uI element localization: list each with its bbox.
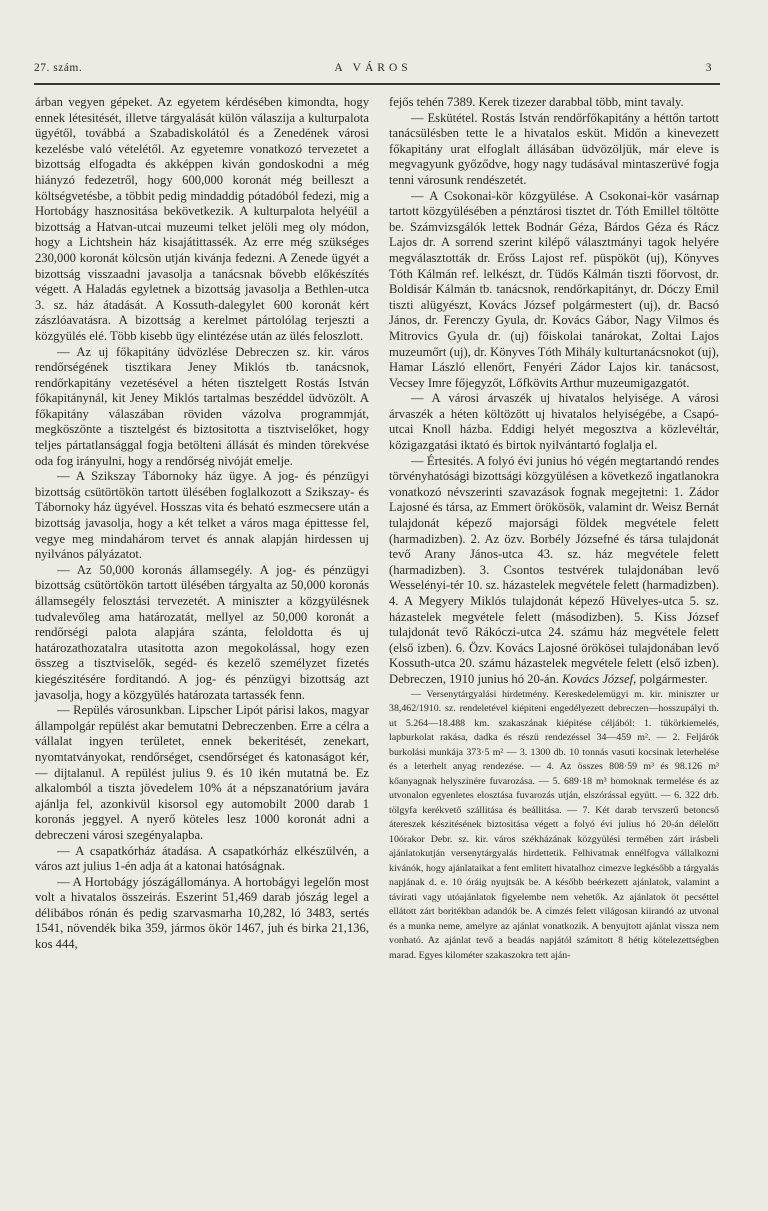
signature-name: Kovács József, — [562, 671, 637, 686]
notice-text: — Értesités. A folyó évi junius hó végén megtartandó rendes törvényhatósági bizottsági közgyülésen a következő ingatlanokra vonatkozó névszerinti szavazások fognak megejtetni: 1. Zádor Lajosné és társa, az Emmert örökösök, valamint dr. Weisz Bernát tulajdonát képező majorsági földek megvétele felett (harmadizben). 2. Az özv. Borbély Józsefné és társa tulajdonát tevő Arany János-utca 43. sz. ház megvétele felett (harmadizben). 3. Csontos testvérek tulajdonában levő Wesselényi-tér 10. sz. házastelek megvétele felett (harmadizben). 4. A Megyery Miklós tulajdonát képező Hüvelyes-utca 5. sz. házastelek megvétele felett (másodizben). 5. Kiss József tulajdonát tevő Rákóczi-utca 24. számu ház megvétele felett (első izben). 6. Özv. Kovács Lajosné örökösei tulajdonában levő Kossuth-utca 20. számu házastelek megvétele felett (első izben). Debreczen, 1910 junius hó 20-án. — [389, 453, 719, 686]
page-header — [34, 62, 712, 80]
article-paragraph — [389, 454, 719, 688]
header-rule — [34, 83, 720, 85]
article-paragraph: — A Csokonai-kör közgyülése. A Csokonai-kör vasárnap tartott közgyülésében a pénztárosi tisztet dr. Tóth Emillel töltötte be. Számvizsgálók lettek Bodnár Géza, Bárdos Géza és Rácz Lajos dr. A sorrend szerint kilépő választmányi tagok helyére megválasztották dr. Erőss Lajost ref. püspököt (uj), Könyves Tóth Kálmán ref. lelkészt, dr. Tüdős Kálmán tiszti főorvost, dr. Boldisár Kálmán tb. tanácsnok, rendőrkapitányt, dr. Dóczy Emil tiszti alügyészt, Kovács József polgármestert (uj), dr. Bacsó János, dr. Ferenczy Gyula, dr. Kovács Gábor, Nagy Vilmos és Mitrovics Gyula dr. (uj) főiskolai tanárokat, Zoltai Lajos muzeumőrt (uj), dr. Könyves Tóth Mihály kulturtanácsnokot (uj), Hamar László ellenőrt, Fenyéri Zádor Lajos kir. tanácsost, Vecsey Imre főjegyzőt, Lőfkövits Arthur muzeumigazgatót. — [389, 188, 719, 390]
signature-title: polgármester. — [639, 671, 708, 686]
article-paragraph: — Az 50,000 koronás államsegély. A jog- és pénzügyi bizottság csütörtökön tartott ülésében tárgyalta az 50,000 koronás államsegély felosztási tervezetét. A miniszter a közgyülésnek tudvalevőleg ama határozatát, mellyel az 50,000 koronát a rendőrségi palota alapjára szánta, feloldotta és uj határozathozatalra utasitotta azon megokolással, hogy ezen összeg a tisztviselők, segéd- és kezelő személyzet fizetés kiegészitésére forditandó. A jog- és pénzügyi bizottság azt javasolja, hogy a közgyülés határozata tartassék fenn. — [35, 562, 369, 702]
article-paragraph: — A Szikszay Tábornoky ház ügye. A jog- és pénzügyi bizottság csütörtökön tartott ülésében foglalkozott a Szikszay- és Tábornoky ház ügyével. Hosszas vita és beható eszmecsere után a bizottság javasolja, hogy a két telket a város maga épittesse fel, vegye meg mindahárom tervet és annak alapján hirdessen uj nyilvános pályázatot. — [35, 469, 369, 562]
article-paragraph: — A csapatkórház átadása. A csapatkórház elkészülvén, a város azt julius 1-én adja át a katonai hatóságnak. — [35, 843, 369, 874]
article-paragraph: — Repülés városunkban. Lipscher Lipót párisi lakos, magyar állampolgár repülést akar bemutatni Debreczenben. Erre a célra a vállalat ingyen területet, ennek bekeritését, zenekart, nyomtatványokat, rendőrséget, csendőrséget és katonaságot kér, — dijtalanul. A repülést julius 9. és 10 ikén mutatná be. Ez alkalomból a tiszta jövedelem 10% át a népszanatórium javára ajánlja fel, azonkivül kisorsol egy automobilt 2000 darab 1 koronás jeggyel. A nyerő köteles lesz 1000 koronát adni a debreczeni városi szegényalapba. — [35, 703, 369, 842]
masthead-title: A VÁROS — [334, 62, 412, 74]
article-paragraph: fejős tehén 7389. Kerek tizezer darabbal több, mint tavaly. — [389, 95, 684, 109]
article-paragraph: — Eskütétel. Rostás István rendőrfőkapitány a héttőn tartott tanácsülésben tette le a hivatalos esküt. Midőn a kinevezett főkapitány urat elfoglalt állásában üdvözöljük, már eleve is megvagyunk győződve, hogy nagy tudásával mintaszerüvé fogja tenni városunk rendészetét. — [389, 110, 719, 187]
article-paragraph: — A városi árvaszék uj hivatalos helyisége. A városi árvaszék a héten költözött uj hivatalos helyiségébe, a Csapó-utcai Knoll házba. Eddigi helyét megosztva a közlevéltár, közigazgatási iktató és birtok nyilvántartó foglalja el. — [389, 391, 719, 453]
article-paragraph: — Az uj főkapitány üdvözlése Debreczen sz. kir. város rendőrségének tisztikara Jeney Miklós tb. tanácsnok, rendőrkapitány vezetésével a héten tisztelgett Rostás István főkapitánynál, kit Jeney Miklós tartalmas beszéddel üdvözölt. A főkapitány válaszában röviden vázolva programmját, megköszönte a tisztelgést és biztositotta a tisztviselőket, hogy teljes pártatlansággal fogja betölteni állását és minden törekvése oda fog irányulni, hogy a rendőrség nivóját emelje. — [35, 344, 369, 468]
issue-number: 27. szám. — [34, 62, 83, 74]
page-number: 3 — [705, 62, 712, 74]
right-column — [389, 95, 719, 963]
tender-notice: — Versenytárgyalási hirdetmény. Kereskedelemügyi m. kir. miniszter ur 38,462/1910. sz. rendeletével kiépiteni engedélyezett debreczen—hosszupályi th. ut 5.264—18.488 km. szakaszának kiépitése céljából: 1. tükörkiemelés, lapburkolat rakása, dadka és részü rendezéssel 34—459 m². — 2. Feljárók burkolási munkája 373·5 m² — 3. 1300 db. 10 tonnás vasuti kocsinak leterhelése és a leterhelt anyag rendezése. — 4. Az összes 808·59 m³ és 98.126 m³ kőanyagnak helyszinére fuvarozása. — 5. 689·18 m³ homoknak termelése és az utvonalon egyenletes elosztása fuvarozás utján, elszórással együtt. — 6. 322 drb. tölgyfa kerékvető szállitása és beállitása. — 7. Két darab tervszerű betoncső átereszek készitésének biztositása végett a folyó évi julius hó 20-án délelőtt 10órakor Debr. sz. kir. város székházának közgyülési termében zárt irásbeli ajánlatokutján versenytárgyalás hirdettetik. Felhivatnak ennélfogva vállalkozni kivánók, hogy ajánlataikat a fent emlitett hivatalhoz cimezve legkésőbb a tárgyalás napjának d. e. 10 óráig nyujtsák be. A később beérkezett ajánlatok, valamint a távirati vagy utóajánlatok figyelembe nem vehetők. Az ajánlatok öt pecséttel ellátott zárt boritékban adandók be. A cimzés felett világosan kiirandó az utvonal és a munka neme, amelyre az ajánlat vonatkozik. A benyujtott ajánlat vissza nem vonható. Az ajánlat tevő a beadás napjától számitott 8 hétig kötelezettségben marad. Egyes kilométer szakaszokra tett aján- — [389, 688, 719, 961]
article-paragraph: árban vegyen gépeket. Az egyetem kérdésében kimondta, hogy ennek létesitését, illetve tárgyalását külön válaszija a kulturpalota ügyétől, továbbá a Szabadiskolától és a Zenedének városi kezelésbe való vételétől. Az egyetemre vonatkozó tervezetet a bizottság elfogadta és akképpen kiván gondoskodni a még hiányzó fedezetről, hogy 600,000 koronát még beilleszt a költségvetésbe, a többit pedig mindaddig pótadóból fedezi, mig a Hortobágy hasznositása bekövetkezik. A kulturpalota helyéül a bizottság a Hatvan-utcai muzeumi telket jelöli meg oly módon, hogy a Lichtshein ház kisajátittassék. Az erre még szükséges 230,000 koronát kölcsön utján kivánja fedezni. A Zenede ügyét a bizottság visszaadni javasolja a tanácsnak bővebb előkészítés végett. A Haladás egyletnek a bizottság javasolja a Bethlen-utca 3. sz. ház átadását. A Kossuth-dalegylet 600 koronát kért zászlóavatásra. A bizottság a kerelmet pártolólag terjeszti a közgyülés elé. Több kisebb ügy elintézése után az ülés feloszlott. — [35, 95, 369, 343]
left-column — [35, 95, 369, 953]
article-paragraph: — A Hortobágy jószágállománya. A hortobágyi legelőn most volt a hivatalos összeirás. Eszerint 51,469 darab jószág legel a délibábos rónán és pedig szarvasmarha 10,282, ló 3483, sertés 1541, növendék bika 359, jármos ökör 1467, juh és birka 21,136, kos 444, — [35, 874, 369, 952]
